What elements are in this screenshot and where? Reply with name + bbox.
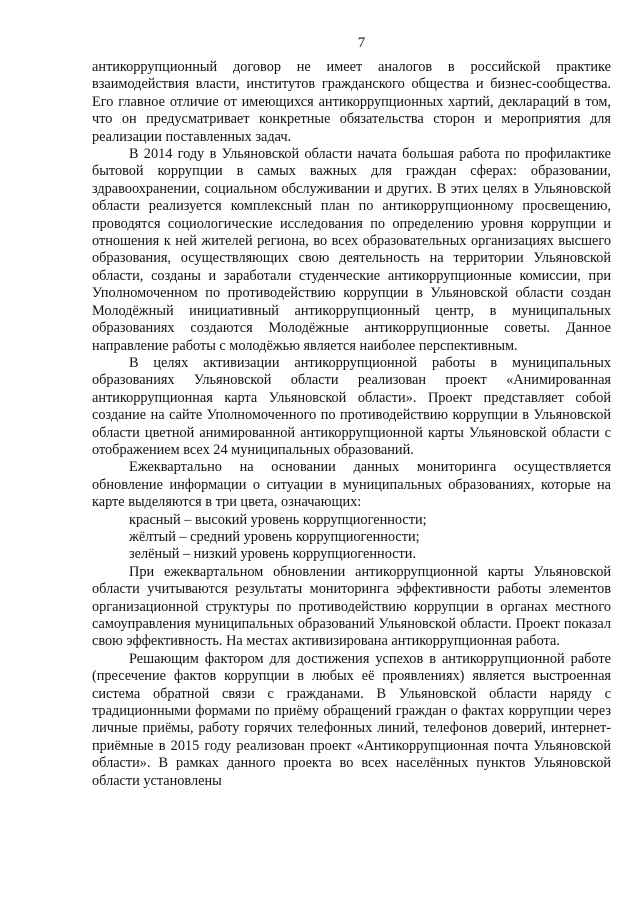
paragraph-feedback-system: Решающим фактором для достижения успехов в антикоррупционной работе (пресечение фактов коррупции в любых её проявлениях) является выстроенная система обратной связи с гражданами. В Ульяновской области наряду с традиционными формами по приёму обращений граждан о фактах коррупции через личные приёмы, работу горячих телефонных линий, телефонов доверий, интернет-приёмные в 2015 году реализован проект «Антикоррупционная почта Ульяновской области». В рамках данного проекта во всех населённых пунктов Ульяновской области установлены bbox=[92, 650, 611, 789]
page-number: 7 bbox=[357, 35, 366, 51]
paragraph-continuation: антикоррупционный договор не имеет аналогов в российской практике взаимодействия власти, институтов гражданского общества и бизнес-сообщества. Его главное отличие от имеющихся антикоррупционных хартий, деклараций в том, что он предусматривает конкретные обязательства сторон и мероприятия для реализации поставленных задач. bbox=[92, 59, 611, 145]
paragraph-map-update: При ежеквартальном обновлении антикоррупционной карты Ульяновской области учитываются результаты мониторинга эффективности работы элементов организационной структуры по противодействию коррупции в органах местного самоуправления муниципальных образований Ульяновской области. Проект показал свою эффективность. На местах активизирована антикоррупционная работа. bbox=[92, 563, 611, 650]
paragraph-household-corruption: В 2014 году в Ульяновской области начата большая работа по профилактике бытовой коррупции в самых важных для граждан сферах: образовании, здравоохранении, социальном обслуживании и других. В этих целях в Ульяновской области реализуется комплексный план по антикоррупционному просвещению, проводятся социологические исследования по определению уровня коррупции и отношения к ней жителей региона, во всех образовательных организациях высшего образования, осуществляющих свою деятельность на территории Ульяновской области, созданы и заработали студенческие антикоррупционные комиссии, при Уполномоченном по противодействию коррупции в Ульяновской области создан Молодёжный инициативный антикоррупционный центр, в муниципальных образованиях создаются Молодёжные антикоррупционные советы. Данное направление работы с молодёжью является наиболее перспективным. bbox=[92, 146, 611, 354]
paragraph-quarterly-monitoring: Ежеквартально на основании данных мониторинга осуществляется обновление информации о ситуации в муниципальных образованиях, которые на карте выделяются в три цвета, означающих: bbox=[92, 459, 611, 511]
list-item-red: красный – высокий уровень коррупциогенности; bbox=[129, 511, 427, 528]
list-item-green: зелёный – низкий уровень коррупциогенности. bbox=[129, 546, 417, 563]
list-item-yellow: жёлтый – средний уровень коррупциогенности; bbox=[129, 528, 420, 545]
paragraph-animated-map: В целях активизации антикоррупционной работы в муниципальных образованиях Ульяновской области реализован проект «Анимированная антикоррупционная карта Ульяновской области». Проект представляет собой создание на сайте Уполномоченного по противодействию коррупции в Ульяновской области цветной анимированной антикоррупционной карты Ульяновской области с отображением всех 24 муниципальных образований. bbox=[92, 354, 611, 458]
